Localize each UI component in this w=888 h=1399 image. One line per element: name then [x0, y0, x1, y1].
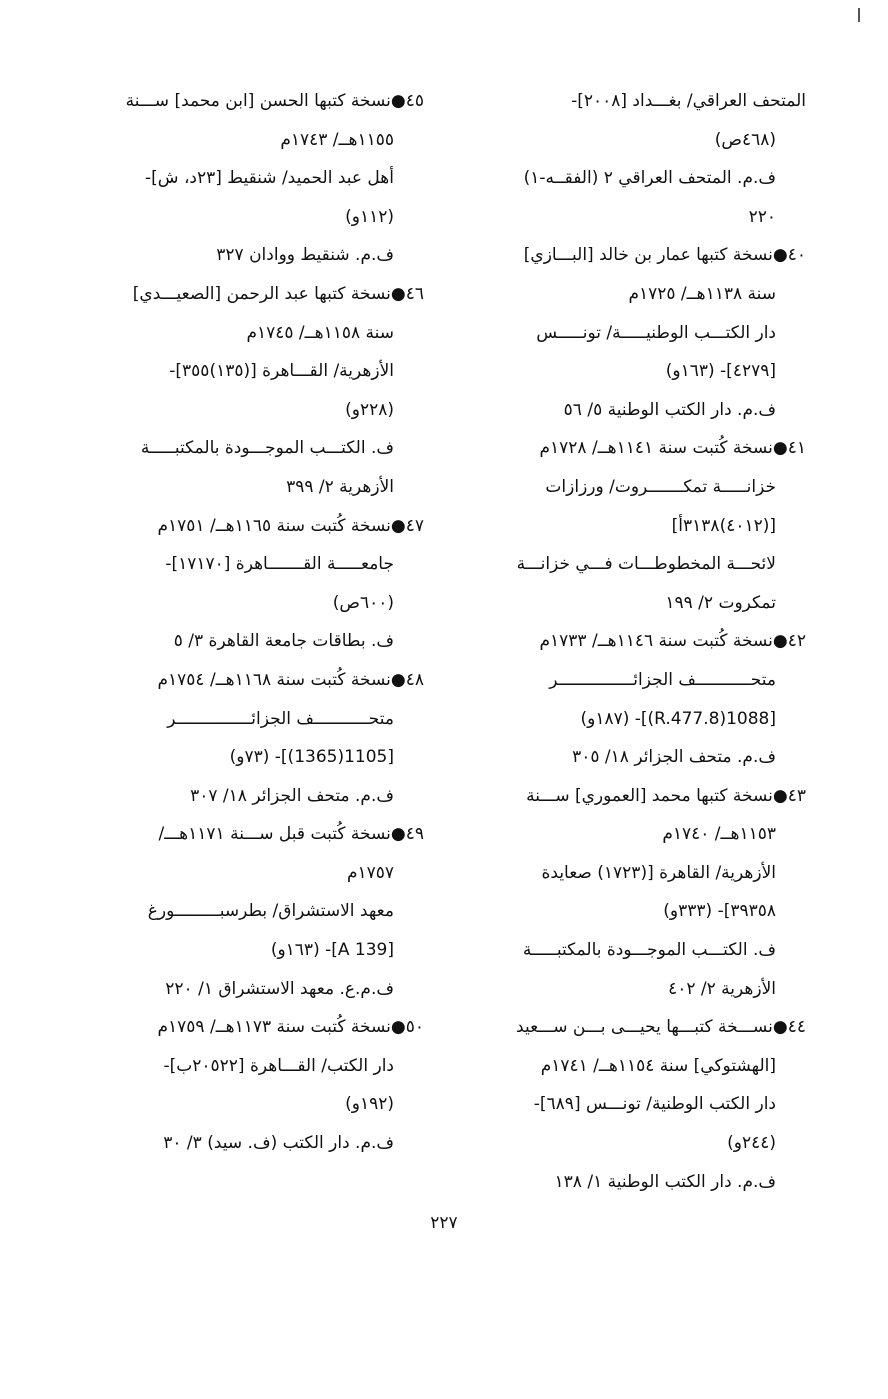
- entry-text: معهد الاستشراق/ بطرسبـــــــــورغ: [147, 901, 394, 922]
- entry-text: ٣٩٣٥٨]- (٣٣٣و): [663, 901, 776, 922]
- catalog-reference: ف.م. دار الكتب الوطنية ١/ ١٣٨: [554, 1171, 776, 1192]
- entry-text: [1088(8.R.477)]- (١٨٧و): [580, 708, 776, 729]
- catalog-reference: ف.م. شنقيط ووادان ٣٢٧: [216, 245, 394, 266]
- entry-text: نسخة كُتبت سنة ١١٦٨هــ/ ١٧٥٤م: [157, 669, 391, 690]
- entry-text: دار الكتب/ القـــاهرة [٢٠٥٢٢ب]-: [163, 1055, 394, 1076]
- entry-text: ١٧٥٧م: [346, 862, 394, 883]
- manuscript-entry: [84, 661, 424, 815]
- catalog-reference: تمكروت ٢/ ١٩٩: [665, 592, 776, 613]
- entry-text: (١٩٢و): [345, 1094, 394, 1115]
- entry-text: ١١٥٥هــ/ ١٧٤٣م: [280, 129, 394, 150]
- catalog-reference: ٢٢٠: [748, 206, 776, 227]
- entry-text: نسخة كُتبت قبل ســـنة ١١٧١هـــ/: [158, 824, 391, 845]
- entry-number: ٤٩●: [390, 824, 424, 845]
- entry-text: المتحف العراقي/ بغـــداد [٢٠٠٨]-: [571, 91, 806, 111]
- entry-text: نسخة كُتبت سنة ١١٤١هــ/ ١٧٢٨م: [539, 438, 773, 459]
- entry-text: (٤٦٨ص): [714, 129, 776, 150]
- entry-text: الأزهرية/ القـــاهرة [(١٣٥)٣٥٥]-: [169, 361, 394, 382]
- right-column: [472, 82, 806, 1201]
- catalog-reference: ف. الكتـــب الموجـــودة بالمكتبـــــة: [522, 940, 776, 961]
- entry-text: نسخة كُتبت سنة ١١٧٣هــ/ ١٧٥٩م: [157, 1017, 391, 1038]
- entry-text: متحـــــــــــف الجزائـــــــــــــــر: [549, 669, 776, 690]
- entry-text: ١١٥٣هــ/ ١٧٤٠م: [662, 824, 776, 845]
- entry-text: نسخة كتبها محمد [العموري] ســـنة: [526, 785, 773, 806]
- entry-text: أهل عبد الحميد/ شنقيط [٢٣د، ش]-: [145, 168, 394, 189]
- entry-text: خزانـــــة تمكـــــــروت/ ورزازات: [545, 476, 776, 497]
- entry-text: [A 139]- (١٦٣و): [270, 940, 394, 961]
- entry-number: ٤٧●: [390, 515, 424, 536]
- entry-text: [1105(1365)]- (٧٣و): [229, 747, 394, 768]
- entry-text: [(٤٠١٢)٣١٣٨أ]: [671, 515, 776, 536]
- entry-number: ٤٦●: [390, 283, 424, 304]
- entry-text: الأزهرية/ القاهرة [(١٧٢٣) صعايدة: [541, 862, 776, 883]
- entry-text: نسخة كتبها عبد الرحمن [الصعيـــدي]: [132, 283, 391, 304]
- entry-number: ٤٠●: [772, 245, 806, 266]
- manuscript-entry: [84, 815, 424, 1008]
- left-column: [84, 82, 424, 1201]
- entry-text: [٤٢٧٩]- (١٦٣و): [665, 361, 776, 382]
- entry-text: سنة ١١٥٨هــ/ ١٧٤٥م: [246, 322, 394, 343]
- entry-text: دار الكتـــب الوطنيـــــة/ تونـــــس: [536, 322, 776, 343]
- catalog-reference: لائحـــة المخطوطـــات فـــي خزانـــة: [516, 554, 776, 575]
- entry-text: دار الكتب الوطنية/ تونـــس [٦٨٩]-: [533, 1094, 776, 1115]
- manuscript-entry: [472, 82, 806, 236]
- catalog-reference: ف.م. المتحف العراقي ٢ (الفقــه-١): [523, 168, 776, 189]
- entry-text: نسخة كُتبت سنة ١١٤٦هــ/ ١٧٣٣م: [539, 631, 773, 652]
- entry-number: ٤٨●: [390, 669, 424, 690]
- catalog-reference: ف.م. دار الكتب الوطنية ٥/ ٥٦: [563, 399, 776, 420]
- entry-number: ٤٥●: [390, 91, 424, 111]
- entry-number: ٤٤●: [772, 1017, 806, 1038]
- page-number: ٢٢٧: [430, 1213, 458, 1233]
- entry-text: (٢٤٤و): [727, 1133, 776, 1154]
- catalog-reference: ف.م. متحف الجزائر ١٨/ ٣٠٧: [190, 785, 394, 806]
- catalog-reference: ف.م. متحف الجزائر ١٨/ ٣٠٥: [572, 747, 776, 768]
- entry-text: نسخة كتبها الحسن [ابن محمد] ســـنة: [125, 91, 391, 111]
- entry-text: نسخة كتبها عمار بن خالد [البـــازي]: [523, 245, 773, 266]
- entry-number: ٤١●: [772, 438, 806, 459]
- manuscript-entry: [472, 622, 806, 776]
- entry-number: ٤٣●: [772, 785, 806, 806]
- catalog-reference: الأزهرية ٢/ ٤٠٢: [668, 978, 776, 999]
- entry-text: نسخة كُتبت سنة ١١٦٥هــ/ ١٧٥١م: [157, 515, 391, 536]
- manuscript-entry: [84, 507, 424, 661]
- manuscript-entry: [472, 236, 806, 429]
- manuscript-entry: [472, 777, 806, 1009]
- entry-text: (٢٢٨و): [345, 399, 394, 420]
- manuscript-entry: [472, 1008, 806, 1201]
- catalog-reference: ف. بطاقات جامعة القاهرة ٣/ ٥: [173, 631, 394, 652]
- two-column-body: [84, 82, 806, 1201]
- manuscript-entry: [472, 429, 806, 622]
- manuscript-entry: [84, 1008, 424, 1162]
- catalog-reference: الأزهرية ٢/ ٣٩٩: [286, 476, 394, 497]
- catalog-reference: ف.م.ع. معهد الاستشراق ١/ ٢٢٠: [165, 978, 394, 999]
- entry-text: سنة ١١٣٨هــ/ ١٧٢٥م: [628, 283, 776, 304]
- entry-text: [الهشتوكي] سنة ١١٥٤هــ/ ١٧٤١م: [540, 1055, 776, 1076]
- manuscript-entry: [84, 82, 424, 275]
- corner-mark: [858, 8, 860, 22]
- entry-text: (١١٢و): [345, 206, 394, 227]
- catalog-reference: ف. الكتـــب الموجـــودة بالمكتبـــــة: [140, 438, 394, 459]
- manuscript-entry: [84, 275, 424, 507]
- entry-text: نســـخة كتبـــها يحيـــى بـــن ســـعيد: [516, 1017, 773, 1038]
- entry-text: متحـــــــــــف الجزائـــــــــــــــر: [167, 708, 394, 729]
- entry-text: جامعـــــة القـــــــاهرة [١٧١٧٠]-: [165, 554, 394, 575]
- entry-text: (٦٠٠ص): [332, 592, 394, 613]
- catalog-reference: ف.م. دار الكتب (ف. سيد) ٣/ ٣٠: [163, 1133, 394, 1154]
- entry-number: ٥٠●: [390, 1017, 424, 1038]
- entry-number: ٤٢●: [772, 631, 806, 652]
